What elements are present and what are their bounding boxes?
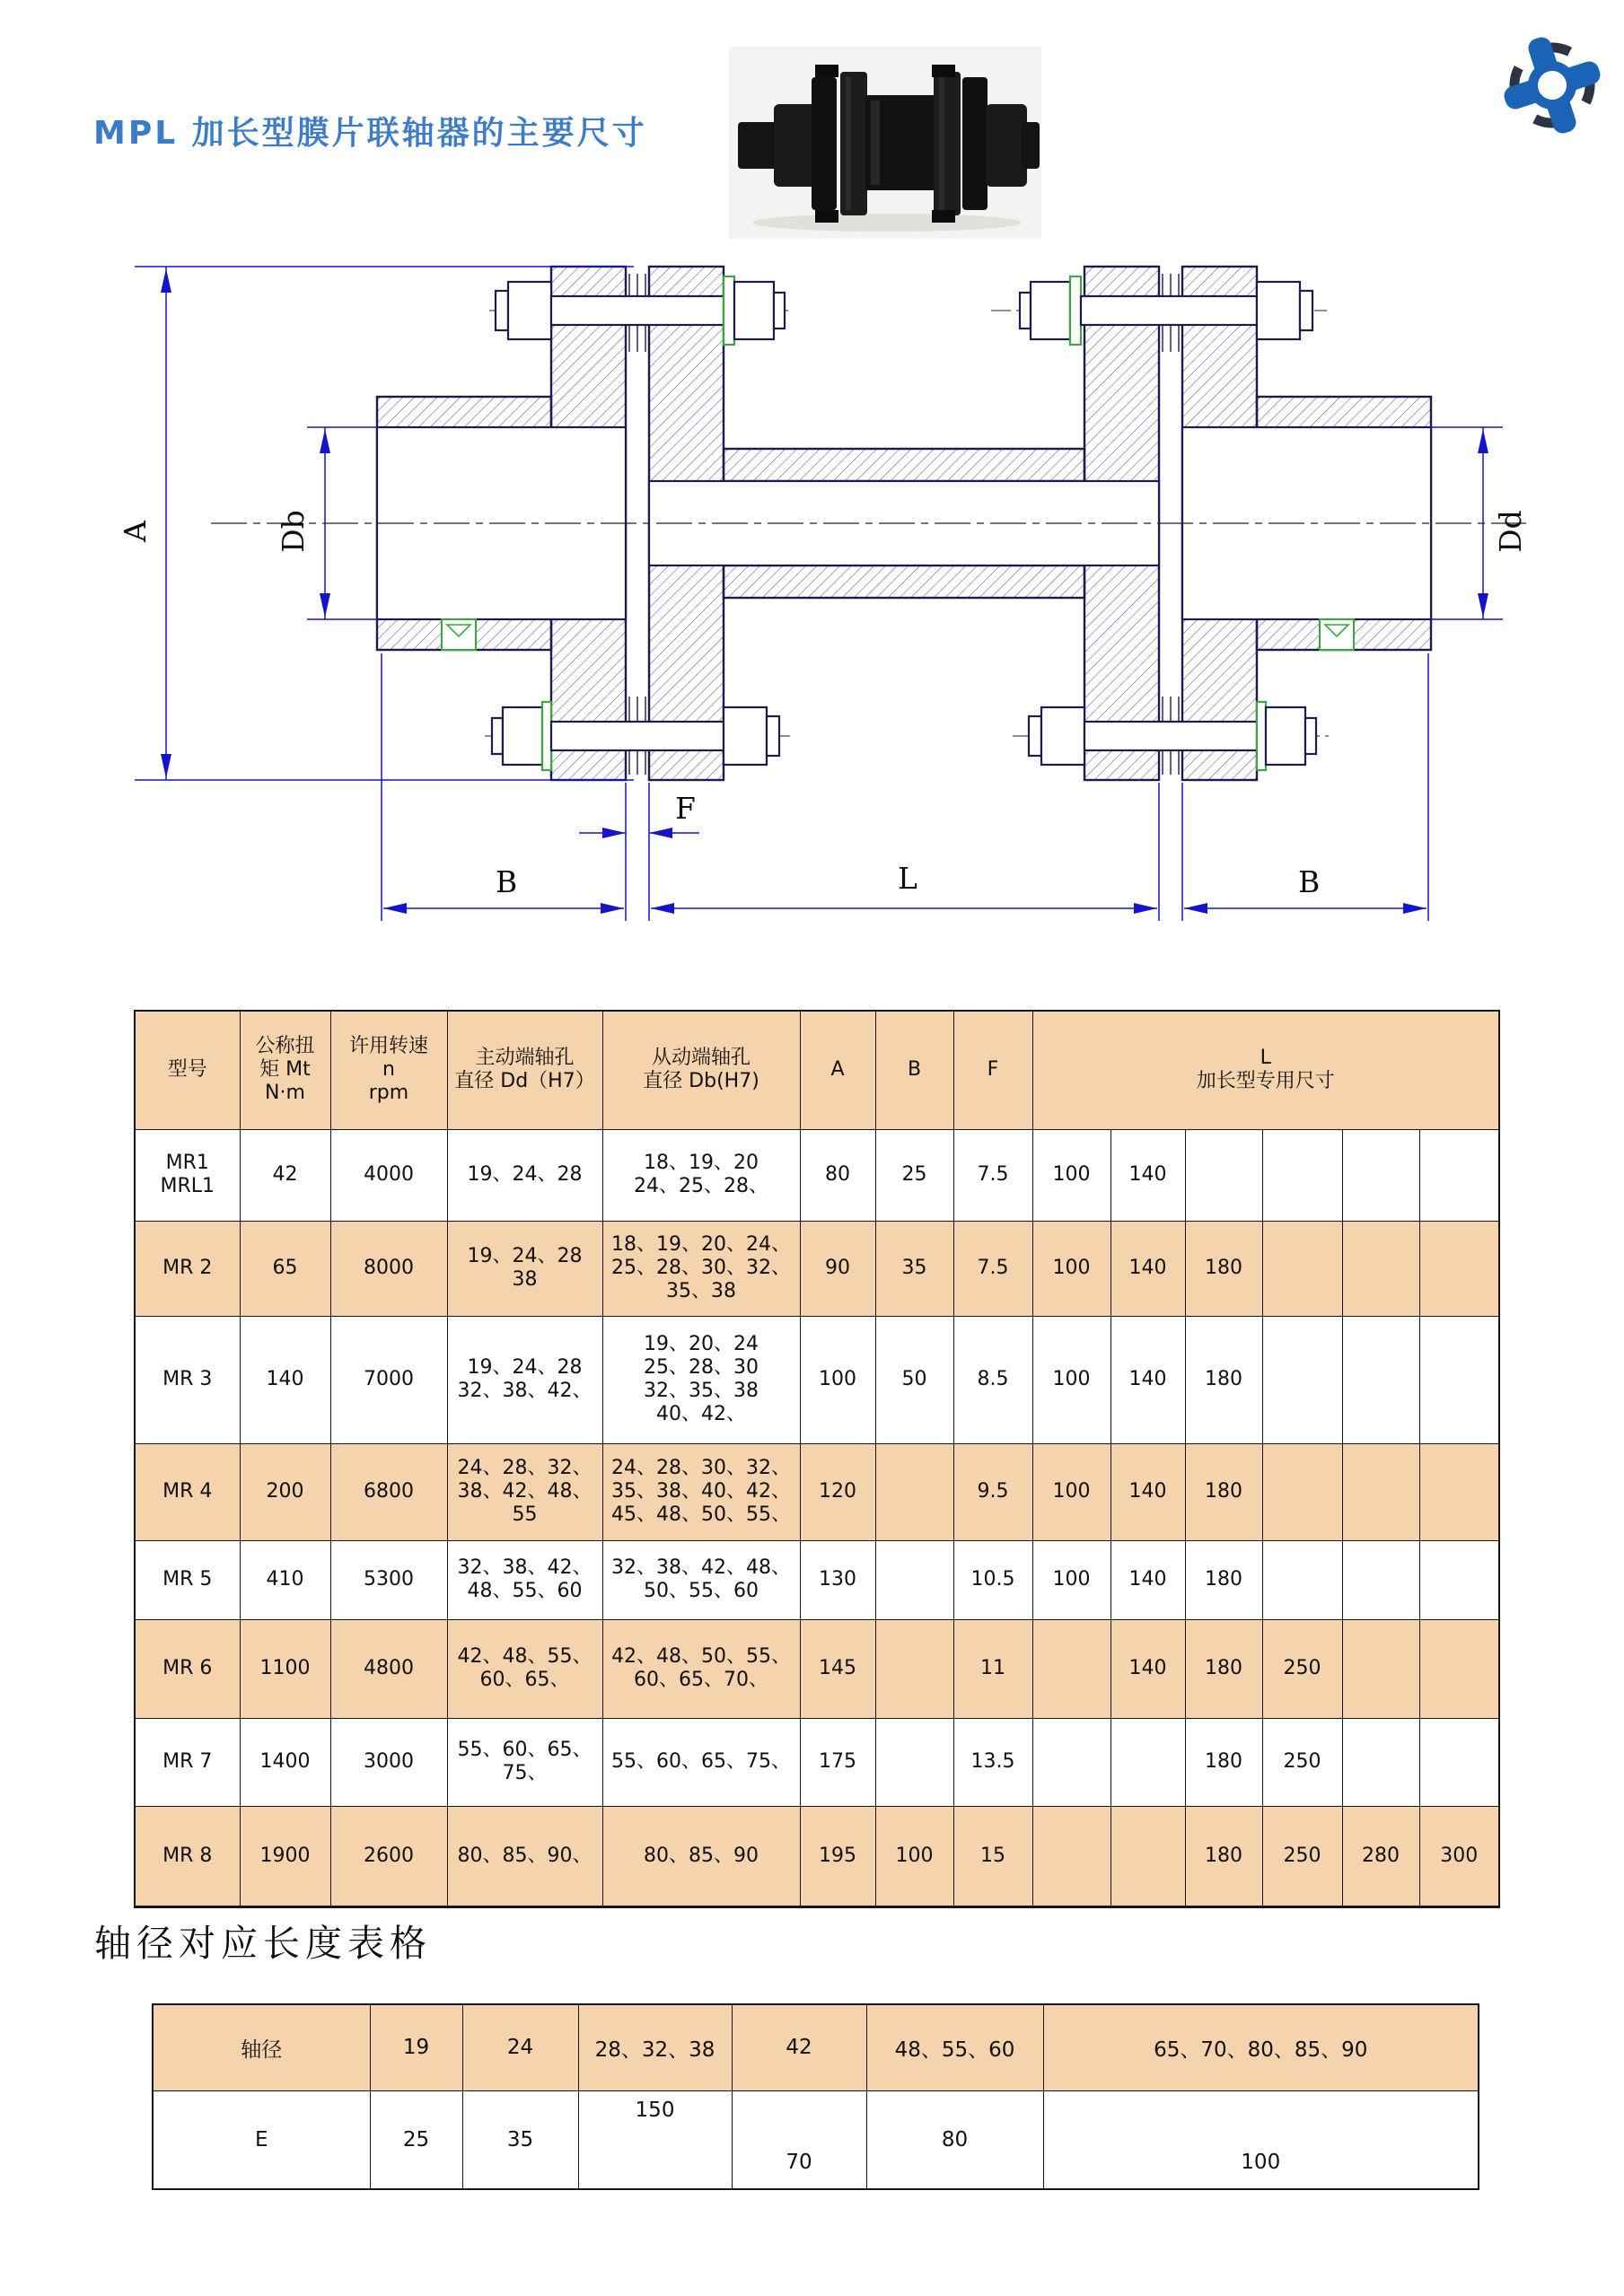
table-cell: 140 bbox=[1110, 1443, 1185, 1540]
table-cell: 100 bbox=[1032, 1443, 1110, 1540]
table-cell: 130 bbox=[800, 1540, 875, 1619]
table-cell: 145 bbox=[800, 1619, 875, 1718]
col-header-speed: 许用转速 n rpm bbox=[330, 1011, 447, 1129]
table-cell bbox=[1419, 1718, 1499, 1806]
table-cell bbox=[1262, 1540, 1342, 1619]
table-cell: 42 bbox=[240, 1129, 330, 1221]
table-cell: 65、70、80、85、90 bbox=[1043, 2004, 1479, 2090]
col-header-torque: 公称扭 矩 Mt N·m bbox=[240, 1011, 330, 1129]
table-cell: 32、38、42、48、 50、55、60 bbox=[602, 1540, 800, 1619]
table-cell: 19、24、28 bbox=[447, 1129, 602, 1221]
table-cell: 150 bbox=[578, 2090, 732, 2189]
table-cell bbox=[1262, 1221, 1342, 1316]
table-cell: 100 bbox=[1032, 1316, 1110, 1443]
table-cell: 7.5 bbox=[953, 1129, 1032, 1221]
table-cell bbox=[1342, 1316, 1419, 1443]
col-header-f: F bbox=[953, 1011, 1032, 1129]
table-cell: MR 8 bbox=[135, 1806, 240, 1906]
table-header-row bbox=[153, 2004, 1479, 2090]
table-row bbox=[135, 1540, 1499, 1619]
table-cell: 48、55、60 bbox=[866, 2004, 1043, 2090]
table-cell: 轴径 bbox=[153, 2004, 370, 2090]
table-cell: 100 bbox=[1032, 1221, 1110, 1316]
table-cell: 250 bbox=[1262, 1806, 1342, 1906]
dim-label-db: Db bbox=[276, 510, 311, 553]
table-cell: 24、28、32、 38、42、48、 55 bbox=[447, 1443, 602, 1540]
table-cell: 35 bbox=[875, 1221, 953, 1316]
table-cell bbox=[1032, 1806, 1110, 1906]
table-cell: 80、85、90 bbox=[602, 1806, 800, 1906]
table-cell: MR 3 bbox=[135, 1316, 240, 1443]
table-cell: 195 bbox=[800, 1806, 875, 1906]
table-row bbox=[135, 1316, 1499, 1443]
table-cell: 55、60、65、75、 bbox=[602, 1718, 800, 1806]
table-cell bbox=[1419, 1443, 1499, 1540]
table-row bbox=[135, 1221, 1499, 1316]
table-cell bbox=[1342, 1718, 1419, 1806]
table-cell: 42、48、50、55、 60、65、70、 bbox=[602, 1619, 800, 1718]
table-cell: MR1 MRL1 bbox=[135, 1129, 240, 1221]
table-cell: 65 bbox=[240, 1221, 330, 1316]
table-cell: 180 bbox=[1185, 1221, 1262, 1316]
table-cell: 18、19、20、24、 25、28、30、32、 35、38 bbox=[602, 1221, 800, 1316]
table-cell: 50 bbox=[875, 1316, 953, 1443]
table-cell bbox=[1419, 1316, 1499, 1443]
table-header-row bbox=[135, 1011, 1499, 1129]
table-cell: 28、32、38 bbox=[578, 2004, 732, 2090]
table-cell: 200 bbox=[240, 1443, 330, 1540]
dim-label-f: F bbox=[675, 791, 696, 826]
table-cell: 19、24、28 32、38、42、 bbox=[447, 1316, 602, 1443]
table-cell: 100 bbox=[1032, 1129, 1110, 1221]
table-cell bbox=[875, 1619, 953, 1718]
table-cell: 140 bbox=[1110, 1316, 1185, 1443]
table-cell bbox=[875, 1718, 953, 1806]
table-cell: 7000 bbox=[330, 1316, 447, 1443]
table-cell: 42 bbox=[732, 2004, 866, 2090]
table-cell bbox=[1185, 1129, 1262, 1221]
dim-label-b-left: B bbox=[496, 864, 518, 899]
table-cell bbox=[875, 1443, 953, 1540]
dimensions-table bbox=[134, 1010, 1500, 1908]
table-cell: 140 bbox=[1110, 1619, 1185, 1718]
table-cell: 19 bbox=[370, 2004, 462, 2090]
table-cell: 120 bbox=[800, 1443, 875, 1540]
table-cell: 3000 bbox=[330, 1718, 447, 1806]
table-cell: 42、48、55、 60、65、 bbox=[447, 1619, 602, 1718]
table-row bbox=[135, 1129, 1499, 1221]
col-header-l: L 加长型专用尺寸 bbox=[1032, 1011, 1499, 1129]
page-title: MPL 加长型膜片联轴器的主要尺寸 bbox=[93, 115, 647, 152]
dim-label-a: A bbox=[118, 521, 153, 542]
table-cell bbox=[1110, 1718, 1185, 1806]
table-cell: 10.5 bbox=[953, 1540, 1032, 1619]
table-cell: 100 bbox=[1032, 1540, 1110, 1619]
table-cell bbox=[1419, 1221, 1499, 1316]
table-row bbox=[135, 1619, 1499, 1718]
table-cell: 140 bbox=[1110, 1540, 1185, 1619]
col-header-a: A bbox=[800, 1011, 875, 1129]
table-row bbox=[153, 2090, 1479, 2189]
table-cell bbox=[1342, 1443, 1419, 1540]
table-cell bbox=[1419, 1619, 1499, 1718]
col-header-db: 从动端轴孔 直径 Db(H7) bbox=[602, 1011, 800, 1129]
table-cell: 180 bbox=[1185, 1540, 1262, 1619]
table-cell: 70 bbox=[732, 2090, 866, 2189]
table-cell bbox=[1262, 1316, 1342, 1443]
table-cell bbox=[1262, 1129, 1342, 1221]
table-cell: MR 5 bbox=[135, 1540, 240, 1619]
table-cell: 8000 bbox=[330, 1221, 447, 1316]
table-cell: 5300 bbox=[330, 1540, 447, 1619]
table-row bbox=[135, 1443, 1499, 1540]
table-cell: 55、60、65、 75、 bbox=[447, 1718, 602, 1806]
table-cell: 13.5 bbox=[953, 1718, 1032, 1806]
table-cell: 250 bbox=[1262, 1718, 1342, 1806]
dim-label-b-right: B bbox=[1298, 864, 1321, 899]
table-cell: 180 bbox=[1185, 1316, 1262, 1443]
table-cell: 8.5 bbox=[953, 1316, 1032, 1443]
table-cell: MR 7 bbox=[135, 1718, 240, 1806]
table-cell: 6800 bbox=[330, 1443, 447, 1540]
table-cell bbox=[1342, 1540, 1419, 1619]
dim-label-l: L bbox=[898, 861, 917, 896]
table-cell: 24、28、30、32、 35、38、40、42、 45、48、50、55、 bbox=[602, 1443, 800, 1540]
table-cell bbox=[1032, 1619, 1110, 1718]
technical-drawing bbox=[85, 250, 1535, 963]
table-cell: 19、20、24 25、28、30 32、35、38 40、42、 bbox=[602, 1316, 800, 1443]
table-cell bbox=[1262, 1443, 1342, 1540]
table-cell: 410 bbox=[240, 1540, 330, 1619]
table-cell: 175 bbox=[800, 1718, 875, 1806]
table-cell: 4800 bbox=[330, 1619, 447, 1718]
dim-label-dd: Dd bbox=[1493, 510, 1528, 553]
product-photo bbox=[729, 47, 1041, 239]
table-cell: 90 bbox=[800, 1221, 875, 1316]
brand-logo-icon bbox=[1501, 34, 1603, 136]
table-cell bbox=[1419, 1129, 1499, 1221]
table-cell: 7.5 bbox=[953, 1221, 1032, 1316]
table-cell bbox=[1110, 1806, 1185, 1906]
coupling-photo-graphic bbox=[729, 47, 1041, 239]
table-cell: 32、38、42、 48、55、60 bbox=[447, 1540, 602, 1619]
section-title-shaft-length: 轴径对应长度表格 bbox=[94, 1922, 432, 1965]
table-cell: 25 bbox=[875, 1129, 953, 1221]
table-cell bbox=[1032, 1718, 1110, 1806]
table-cell: 24 bbox=[462, 2004, 578, 2090]
table-cell: MR 4 bbox=[135, 1443, 240, 1540]
shaft-length-table bbox=[152, 2003, 1479, 2190]
table-cell bbox=[1342, 1221, 1419, 1316]
table-cell: 100 bbox=[800, 1316, 875, 1443]
table-cell: 19、24、28 38 bbox=[447, 1221, 602, 1316]
table-cell: 180 bbox=[1185, 1443, 1262, 1540]
table-cell bbox=[1419, 1540, 1499, 1619]
table-cell: 18、19、20 24、25、28、 bbox=[602, 1129, 800, 1221]
table-cell: 140 bbox=[240, 1316, 330, 1443]
table-cell bbox=[875, 1540, 953, 1619]
table-cell: 4000 bbox=[330, 1129, 447, 1221]
table-cell: 35 bbox=[462, 2090, 578, 2189]
table-cell: 80 bbox=[800, 1129, 875, 1221]
table-cell: E bbox=[153, 2090, 370, 2189]
table-cell: 140 bbox=[1110, 1129, 1185, 1221]
table-cell: 300 bbox=[1419, 1806, 1499, 1906]
table-cell: 140 bbox=[1110, 1221, 1185, 1316]
table-cell: MR 6 bbox=[135, 1619, 240, 1718]
table-cell: 180 bbox=[1185, 1718, 1262, 1806]
table-row bbox=[135, 1718, 1499, 1806]
table-cell: 1400 bbox=[240, 1718, 330, 1806]
table-cell: 15 bbox=[953, 1806, 1032, 1906]
table-row bbox=[135, 1806, 1499, 1906]
table-cell: 100 bbox=[875, 1806, 953, 1906]
table-cell: 9.5 bbox=[953, 1443, 1032, 1540]
col-header-b: B bbox=[875, 1011, 953, 1129]
table-cell: 2600 bbox=[330, 1806, 447, 1906]
table-cell: MR 2 bbox=[135, 1221, 240, 1316]
table-cell bbox=[1342, 1129, 1419, 1221]
table-cell: 80 bbox=[866, 2090, 1043, 2189]
table-cell: 1100 bbox=[240, 1619, 330, 1718]
table-cell: 250 bbox=[1262, 1619, 1342, 1718]
table-cell: 11 bbox=[953, 1619, 1032, 1718]
table-cell bbox=[1342, 1619, 1419, 1718]
table-cell: 100 bbox=[1043, 2090, 1479, 2189]
table-cell: 180 bbox=[1185, 1806, 1262, 1906]
col-header-dd: 主动端轴孔 直径 Dd（H7） bbox=[447, 1011, 602, 1129]
col-header-model: 型号 bbox=[135, 1011, 240, 1129]
table-cell: 280 bbox=[1342, 1806, 1419, 1906]
table-cell: 180 bbox=[1185, 1619, 1262, 1718]
table-cell: 25 bbox=[370, 2090, 462, 2189]
table-cell: 1900 bbox=[240, 1806, 330, 1906]
table-cell: 80、85、90、 bbox=[447, 1806, 602, 1906]
